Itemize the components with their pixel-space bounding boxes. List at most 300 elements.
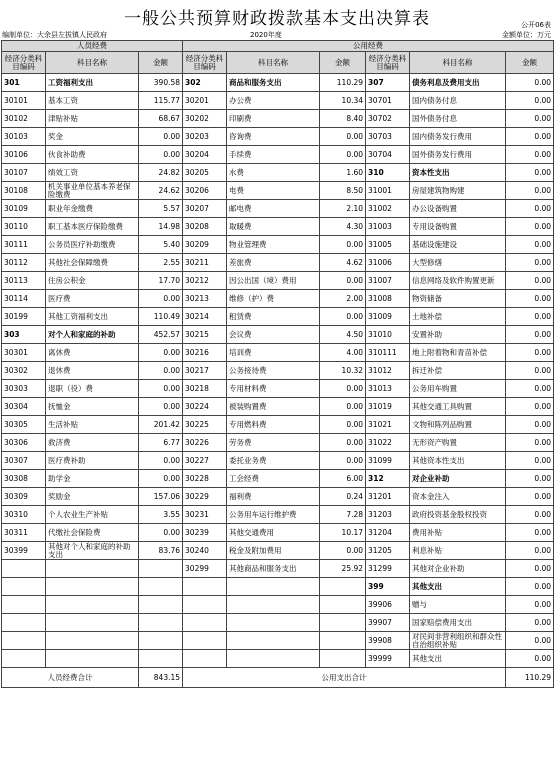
cell-amount: 201.42 <box>139 416 183 434</box>
table-row <box>2 182 554 200</box>
cell-name: 退职（役）费 <box>46 380 139 398</box>
cell-code: 30205 <box>183 164 227 182</box>
cell-amount: 115.77 <box>139 92 183 110</box>
cell-code: 31203 <box>366 506 410 524</box>
cell-name: 医疗费补助 <box>46 452 139 470</box>
cell-code: 30203 <box>183 128 227 146</box>
cell-code <box>183 596 227 614</box>
cell-code: 302 <box>183 74 227 92</box>
cell-amount: 0.00 <box>139 290 183 308</box>
cell-code: 30114 <box>2 290 46 308</box>
page-title: 一般公共预算财政拨款基本支出决算表 <box>124 9 430 29</box>
cell-amount: 0.00 <box>320 146 366 164</box>
cell-name: 工资福利支出 <box>46 74 139 92</box>
cell-code: 30299 <box>183 560 227 578</box>
cell-amount: 83.76 <box>139 542 183 560</box>
cell-amount: 5.40 <box>139 236 183 254</box>
cell-name: 电费 <box>227 182 320 200</box>
cell-amount <box>320 596 366 614</box>
cell-code: 30106 <box>2 146 46 164</box>
personnel-total-value: 843.15 <box>139 668 183 688</box>
cell-amount: 0.00 <box>506 164 554 182</box>
cell-code: 39999 <box>366 650 410 668</box>
cell-name: 赠与 <box>410 596 506 614</box>
cell-name: 个人农业生产补贴 <box>46 506 139 524</box>
cell-code: 310111 <box>366 344 410 362</box>
col-amount: 金额 <box>506 52 554 74</box>
cell-name: 绩效工资 <box>46 164 139 182</box>
cell-amount: 0.00 <box>320 272 366 290</box>
cell-code <box>183 650 227 668</box>
table-row <box>2 506 554 524</box>
cell-name: 文物和陈列品购置 <box>410 416 506 434</box>
cell-amount: 0.00 <box>320 308 366 326</box>
cell-name: 资本金注入 <box>410 488 506 506</box>
cell-code: 30207 <box>183 200 227 218</box>
cell-amount: 17.70 <box>139 272 183 290</box>
table-row <box>2 218 554 236</box>
cell-amount: 0.00 <box>506 146 554 164</box>
cell-name: 国家赔偿费用支出 <box>410 614 506 632</box>
cell-amount: 0.00 <box>139 380 183 398</box>
col-code: 经济分类科目编码 <box>2 52 46 74</box>
personnel-total-label: 人员经费合计 <box>2 668 139 688</box>
cell-name: 奖金 <box>46 128 139 146</box>
cell-amount: 0.00 <box>506 254 554 272</box>
table-row <box>2 146 554 164</box>
cell-name: 地上附着物和青苗补偿 <box>410 344 506 362</box>
cell-code: 30228 <box>183 470 227 488</box>
cell-name: 专用燃料费 <box>227 416 320 434</box>
cell-name <box>46 578 139 596</box>
cell-name: 公务接待费 <box>227 362 320 380</box>
cell-code: 30704 <box>366 146 410 164</box>
cell-name: 取暖费 <box>227 218 320 236</box>
cell-code: 31012 <box>366 362 410 380</box>
cell-code: 30212 <box>183 272 227 290</box>
cell-name: 税金及附加费用 <box>227 542 320 560</box>
cell-amount <box>139 632 183 650</box>
cell-code: 31099 <box>366 452 410 470</box>
cell-code: 30304 <box>2 398 46 416</box>
cell-code: 312 <box>366 470 410 488</box>
cell-code: 30399 <box>2 542 46 560</box>
cell-code: 31204 <box>366 524 410 542</box>
table-row <box>2 488 554 506</box>
cell-code: 30308 <box>2 470 46 488</box>
cell-name: 商品和服务支出 <box>227 74 320 92</box>
cell-name: 专用材料费 <box>227 380 320 398</box>
expenditure-table <box>1 40 554 688</box>
cell-code: 30701 <box>366 92 410 110</box>
cell-name: 邮电费 <box>227 200 320 218</box>
cell-code: 30102 <box>2 110 46 128</box>
cell-amount <box>139 650 183 668</box>
cell-name: 基础设施建设 <box>410 236 506 254</box>
cell-amount: 3.55 <box>139 506 183 524</box>
cell-code: 31022 <box>366 434 410 452</box>
cell-code: 30108 <box>2 182 46 200</box>
cell-name: 水费 <box>227 164 320 182</box>
cell-name: 国外债务付息 <box>410 110 506 128</box>
col-amount: 金额 <box>320 52 366 74</box>
cell-code: 31299 <box>366 560 410 578</box>
table-row <box>2 596 554 614</box>
cell-code: 30305 <box>2 416 46 434</box>
cell-name: 差旅费 <box>227 254 320 272</box>
col-name: 科目名称 <box>46 52 139 74</box>
col-name: 科目名称 <box>227 52 320 74</box>
cell-amount: 0.00 <box>320 416 366 434</box>
table-row <box>2 452 554 470</box>
cell-name: 手续费 <box>227 146 320 164</box>
cell-amount: 0.00 <box>506 560 554 578</box>
cell-name <box>46 560 139 578</box>
cell-amount: 0.00 <box>139 524 183 542</box>
cell-code: 31021 <box>366 416 410 434</box>
public-total-label: 公用支出合计 <box>183 668 506 688</box>
cell-code: 30199 <box>2 308 46 326</box>
cell-code: 30202 <box>183 110 227 128</box>
cell-code: 30103 <box>2 128 46 146</box>
cell-code: 30310 <box>2 506 46 524</box>
cell-amount: 2.55 <box>139 254 183 272</box>
cell-name: 会议费 <box>227 326 320 344</box>
cell-code <box>183 632 227 650</box>
cell-name: 租赁费 <box>227 308 320 326</box>
cell-amount: 0.00 <box>506 128 554 146</box>
cell-amount: 390.58 <box>139 74 183 92</box>
cell-code: 31009 <box>366 308 410 326</box>
cell-name: 助学金 <box>46 470 139 488</box>
cell-amount: 4.62 <box>320 254 366 272</box>
cell-amount <box>139 560 183 578</box>
table-row <box>2 380 554 398</box>
cell-amount: 10.32 <box>320 362 366 380</box>
cell-name: 离休费 <box>46 344 139 362</box>
cell-amount <box>320 650 366 668</box>
cell-code: 30204 <box>183 146 227 164</box>
cell-amount <box>139 596 183 614</box>
cell-name <box>227 614 320 632</box>
col-code: 经济分类科目编码 <box>183 52 227 74</box>
public-header: 公用经费 <box>183 41 554 52</box>
table-row <box>2 524 554 542</box>
cell-amount: 0.00 <box>506 200 554 218</box>
cell-amount: 6.00 <box>320 470 366 488</box>
cell-code: 31010 <box>366 326 410 344</box>
cell-name: 专用设备购置 <box>410 218 506 236</box>
cell-name: 对民间非营利组织和群众性自治组织补贴 <box>410 632 506 650</box>
cell-amount: 24.82 <box>139 164 183 182</box>
cell-amount: 0.00 <box>506 182 554 200</box>
unit-label: 编制单位：大余县左拔镇人民政府 <box>2 31 107 39</box>
cell-name: 其他对个人和家庭的补助支出 <box>46 542 139 560</box>
cell-name: 伙食补助费 <box>46 146 139 164</box>
cell-amount: 0.00 <box>506 614 554 632</box>
cell-code: 30101 <box>2 92 46 110</box>
cell-name: 政府投资基金股权投资 <box>410 506 506 524</box>
cell-code: 30216 <box>183 344 227 362</box>
cell-name: 抚恤金 <box>46 398 139 416</box>
cell-name: 大型修缮 <box>410 254 506 272</box>
cell-name <box>227 632 320 650</box>
table-row <box>2 470 554 488</box>
cell-name: 办公费 <box>227 92 320 110</box>
cell-code: 30201 <box>183 92 227 110</box>
cell-name: 公务员医疗补助缴费 <box>46 236 139 254</box>
fiscal-year: 2020年度 <box>250 31 282 39</box>
table-row <box>2 416 554 434</box>
cell-amount: 0.00 <box>506 524 554 542</box>
cell-name <box>46 614 139 632</box>
cell-amount <box>139 578 183 596</box>
cell-name: 救济费 <box>46 434 139 452</box>
cell-name: 公务用车购置 <box>410 380 506 398</box>
cell-name: 医疗费 <box>46 290 139 308</box>
table-row <box>2 650 554 668</box>
cell-amount: 14.98 <box>139 218 183 236</box>
cell-name: 其他支出 <box>410 650 506 668</box>
cell-amount: 0.00 <box>320 452 366 470</box>
cell-name: 退休费 <box>46 362 139 380</box>
cell-code: 30303 <box>2 380 46 398</box>
cell-name: 对企业补助 <box>410 470 506 488</box>
cell-amount: 10.17 <box>320 524 366 542</box>
cell-amount: 0.00 <box>139 470 183 488</box>
cell-code: 30107 <box>2 164 46 182</box>
cell-amount: 0.00 <box>506 434 554 452</box>
cell-name <box>46 650 139 668</box>
cell-amount: 0.24 <box>320 488 366 506</box>
cell-code: 30702 <box>366 110 410 128</box>
cell-code: 30307 <box>2 452 46 470</box>
cell-amount: 0.00 <box>139 146 183 164</box>
table-row <box>2 632 554 650</box>
cell-amount: 0.00 <box>506 218 554 236</box>
cell-name: 代缴社会保险费 <box>46 524 139 542</box>
cell-code: 30239 <box>183 524 227 542</box>
cell-amount: 0.00 <box>139 398 183 416</box>
cell-name: 奖励金 <box>46 488 139 506</box>
cell-name: 基本工资 <box>46 92 139 110</box>
cell-name: 债务利息及费用支出 <box>410 74 506 92</box>
cell-name: 其他社会保障缴费 <box>46 254 139 272</box>
cell-amount: 0.00 <box>139 362 183 380</box>
table-row <box>2 434 554 452</box>
cell-code: 307 <box>366 74 410 92</box>
table-row <box>2 326 554 344</box>
cell-name <box>227 650 320 668</box>
header-column-row <box>2 52 554 74</box>
cell-amount: 0.00 <box>320 380 366 398</box>
cell-name: 咨询费 <box>227 128 320 146</box>
cell-amount: 2.10 <box>320 200 366 218</box>
cell-code: 30240 <box>183 542 227 560</box>
cell-code: 30112 <box>2 254 46 272</box>
table-row <box>2 164 554 182</box>
cell-amount: 6.77 <box>139 434 183 452</box>
col-code: 经济分类科目编码 <box>366 52 410 74</box>
cell-amount: 1.60 <box>320 164 366 182</box>
cell-amount: 8.40 <box>320 110 366 128</box>
cell-amount: 0.00 <box>506 452 554 470</box>
cell-name: 劳务费 <box>227 434 320 452</box>
table-row <box>2 236 554 254</box>
cell-code: 30225 <box>183 416 227 434</box>
cell-name: 资本性支出 <box>410 164 506 182</box>
cell-amount: 0.00 <box>506 578 554 596</box>
cell-name: 职工基本医疗保险缴费 <box>46 218 139 236</box>
cell-code: 30218 <box>183 380 227 398</box>
cell-code: 30215 <box>183 326 227 344</box>
cell-name: 拆迁补偿 <box>410 362 506 380</box>
cell-amount: 0.00 <box>506 506 554 524</box>
cell-code: 301 <box>2 74 46 92</box>
cell-code: 399 <box>366 578 410 596</box>
cell-name: 费用补贴 <box>410 524 506 542</box>
cell-name: 培训费 <box>227 344 320 362</box>
table-row <box>2 560 554 578</box>
cell-amount: 68.67 <box>139 110 183 128</box>
cell-code: 31003 <box>366 218 410 236</box>
cell-code: 39907 <box>366 614 410 632</box>
cell-code: 39906 <box>366 596 410 614</box>
cell-amount <box>139 614 183 632</box>
cell-name: 物业管理费 <box>227 236 320 254</box>
cell-code: 31205 <box>366 542 410 560</box>
cell-name <box>227 578 320 596</box>
totals-row <box>2 668 554 688</box>
cell-name: 因公出国（境）费用 <box>227 272 320 290</box>
cell-name: 其他商品和服务支出 <box>227 560 320 578</box>
cell-amount: 452.57 <box>139 326 183 344</box>
cell-name: 福利费 <box>227 488 320 506</box>
cell-amount: 10.34 <box>320 92 366 110</box>
cell-code: 30206 <box>183 182 227 200</box>
cell-amount: 0.00 <box>506 344 554 362</box>
cell-name: 被装购置费 <box>227 398 320 416</box>
cell-name: 安置补助 <box>410 326 506 344</box>
cell-code <box>2 614 46 632</box>
cell-code: 30214 <box>183 308 227 326</box>
cell-code: 30110 <box>2 218 46 236</box>
cell-amount: 0.00 <box>320 398 366 416</box>
cell-code: 30301 <box>2 344 46 362</box>
cell-amount <box>320 632 366 650</box>
cell-amount: 0.00 <box>506 650 554 668</box>
cell-code: 30111 <box>2 236 46 254</box>
cell-name: 其他对企业补助 <box>410 560 506 578</box>
cell-amount: 0.00 <box>506 488 554 506</box>
cell-code <box>2 650 46 668</box>
cell-amount: 8.50 <box>320 182 366 200</box>
table-row <box>2 398 554 416</box>
cell-code <box>2 560 46 578</box>
cell-name: 对个人和家庭的补助 <box>46 326 139 344</box>
money-unit: 金额单位：万元 <box>502 31 551 39</box>
cell-amount: 0.00 <box>506 326 554 344</box>
cell-amount: 0.00 <box>320 236 366 254</box>
cell-amount: 110.49 <box>139 308 183 326</box>
cell-code: 30213 <box>183 290 227 308</box>
cell-code: 31013 <box>366 380 410 398</box>
col-name: 科目名称 <box>410 52 506 74</box>
cell-name: 委托业务费 <box>227 452 320 470</box>
cell-amount: 0.00 <box>506 416 554 434</box>
cell-amount: 24.62 <box>139 182 183 200</box>
cell-code: 31019 <box>366 398 410 416</box>
table-row <box>2 128 554 146</box>
cell-code: 30109 <box>2 200 46 218</box>
cell-code: 31006 <box>366 254 410 272</box>
cell-name: 利息补贴 <box>410 542 506 560</box>
cell-code: 30224 <box>183 398 227 416</box>
cell-code: 30229 <box>183 488 227 506</box>
table-row <box>2 110 554 128</box>
cell-amount: 4.50 <box>320 326 366 344</box>
cell-name: 职业年金缴费 <box>46 200 139 218</box>
cell-amount: 0.00 <box>506 380 554 398</box>
cell-name: 土地补偿 <box>410 308 506 326</box>
cell-name: 工会经费 <box>227 470 320 488</box>
cell-amount: 0.00 <box>320 434 366 452</box>
cell-amount: 0.00 <box>506 470 554 488</box>
form-number: 公开06表 <box>521 21 551 29</box>
cell-amount <box>320 578 366 596</box>
cell-amount: 0.00 <box>139 128 183 146</box>
cell-name: 生活补贴 <box>46 416 139 434</box>
cell-code: 30309 <box>2 488 46 506</box>
cell-amount: 0.00 <box>506 272 554 290</box>
cell-name: 机关事业单位基本养老保险缴费 <box>46 182 139 200</box>
table-row <box>2 254 554 272</box>
cell-name: 物资储备 <box>410 290 506 308</box>
cell-name: 其他交通费用 <box>227 524 320 542</box>
cell-code <box>183 578 227 596</box>
table-row <box>2 92 554 110</box>
cell-amount: 4.00 <box>320 344 366 362</box>
cell-code <box>183 614 227 632</box>
cell-amount: 0.00 <box>506 290 554 308</box>
table-row <box>2 614 554 632</box>
cell-code <box>2 632 46 650</box>
cell-code <box>2 596 46 614</box>
cell-code: 30217 <box>183 362 227 380</box>
cell-amount: 0.00 <box>506 110 554 128</box>
cell-amount: 0.00 <box>139 452 183 470</box>
cell-code: 30302 <box>2 362 46 380</box>
table-row <box>2 308 554 326</box>
cell-code: 31002 <box>366 200 410 218</box>
cell-name: 国外债务发行费用 <box>410 146 506 164</box>
cell-name <box>227 596 320 614</box>
cell-name: 住房公积金 <box>46 272 139 290</box>
cell-code: 31005 <box>366 236 410 254</box>
report-meta <box>0 30 554 40</box>
table-row <box>2 272 554 290</box>
cell-amount: 0.00 <box>506 398 554 416</box>
table-row <box>2 578 554 596</box>
cell-code: 30703 <box>366 128 410 146</box>
table-row <box>2 542 554 560</box>
table-row <box>2 362 554 380</box>
cell-name <box>46 596 139 614</box>
cell-code: 30211 <box>183 254 227 272</box>
cell-name: 无形资产购置 <box>410 434 506 452</box>
cell-code: 30311 <box>2 524 46 542</box>
cell-code: 30226 <box>183 434 227 452</box>
